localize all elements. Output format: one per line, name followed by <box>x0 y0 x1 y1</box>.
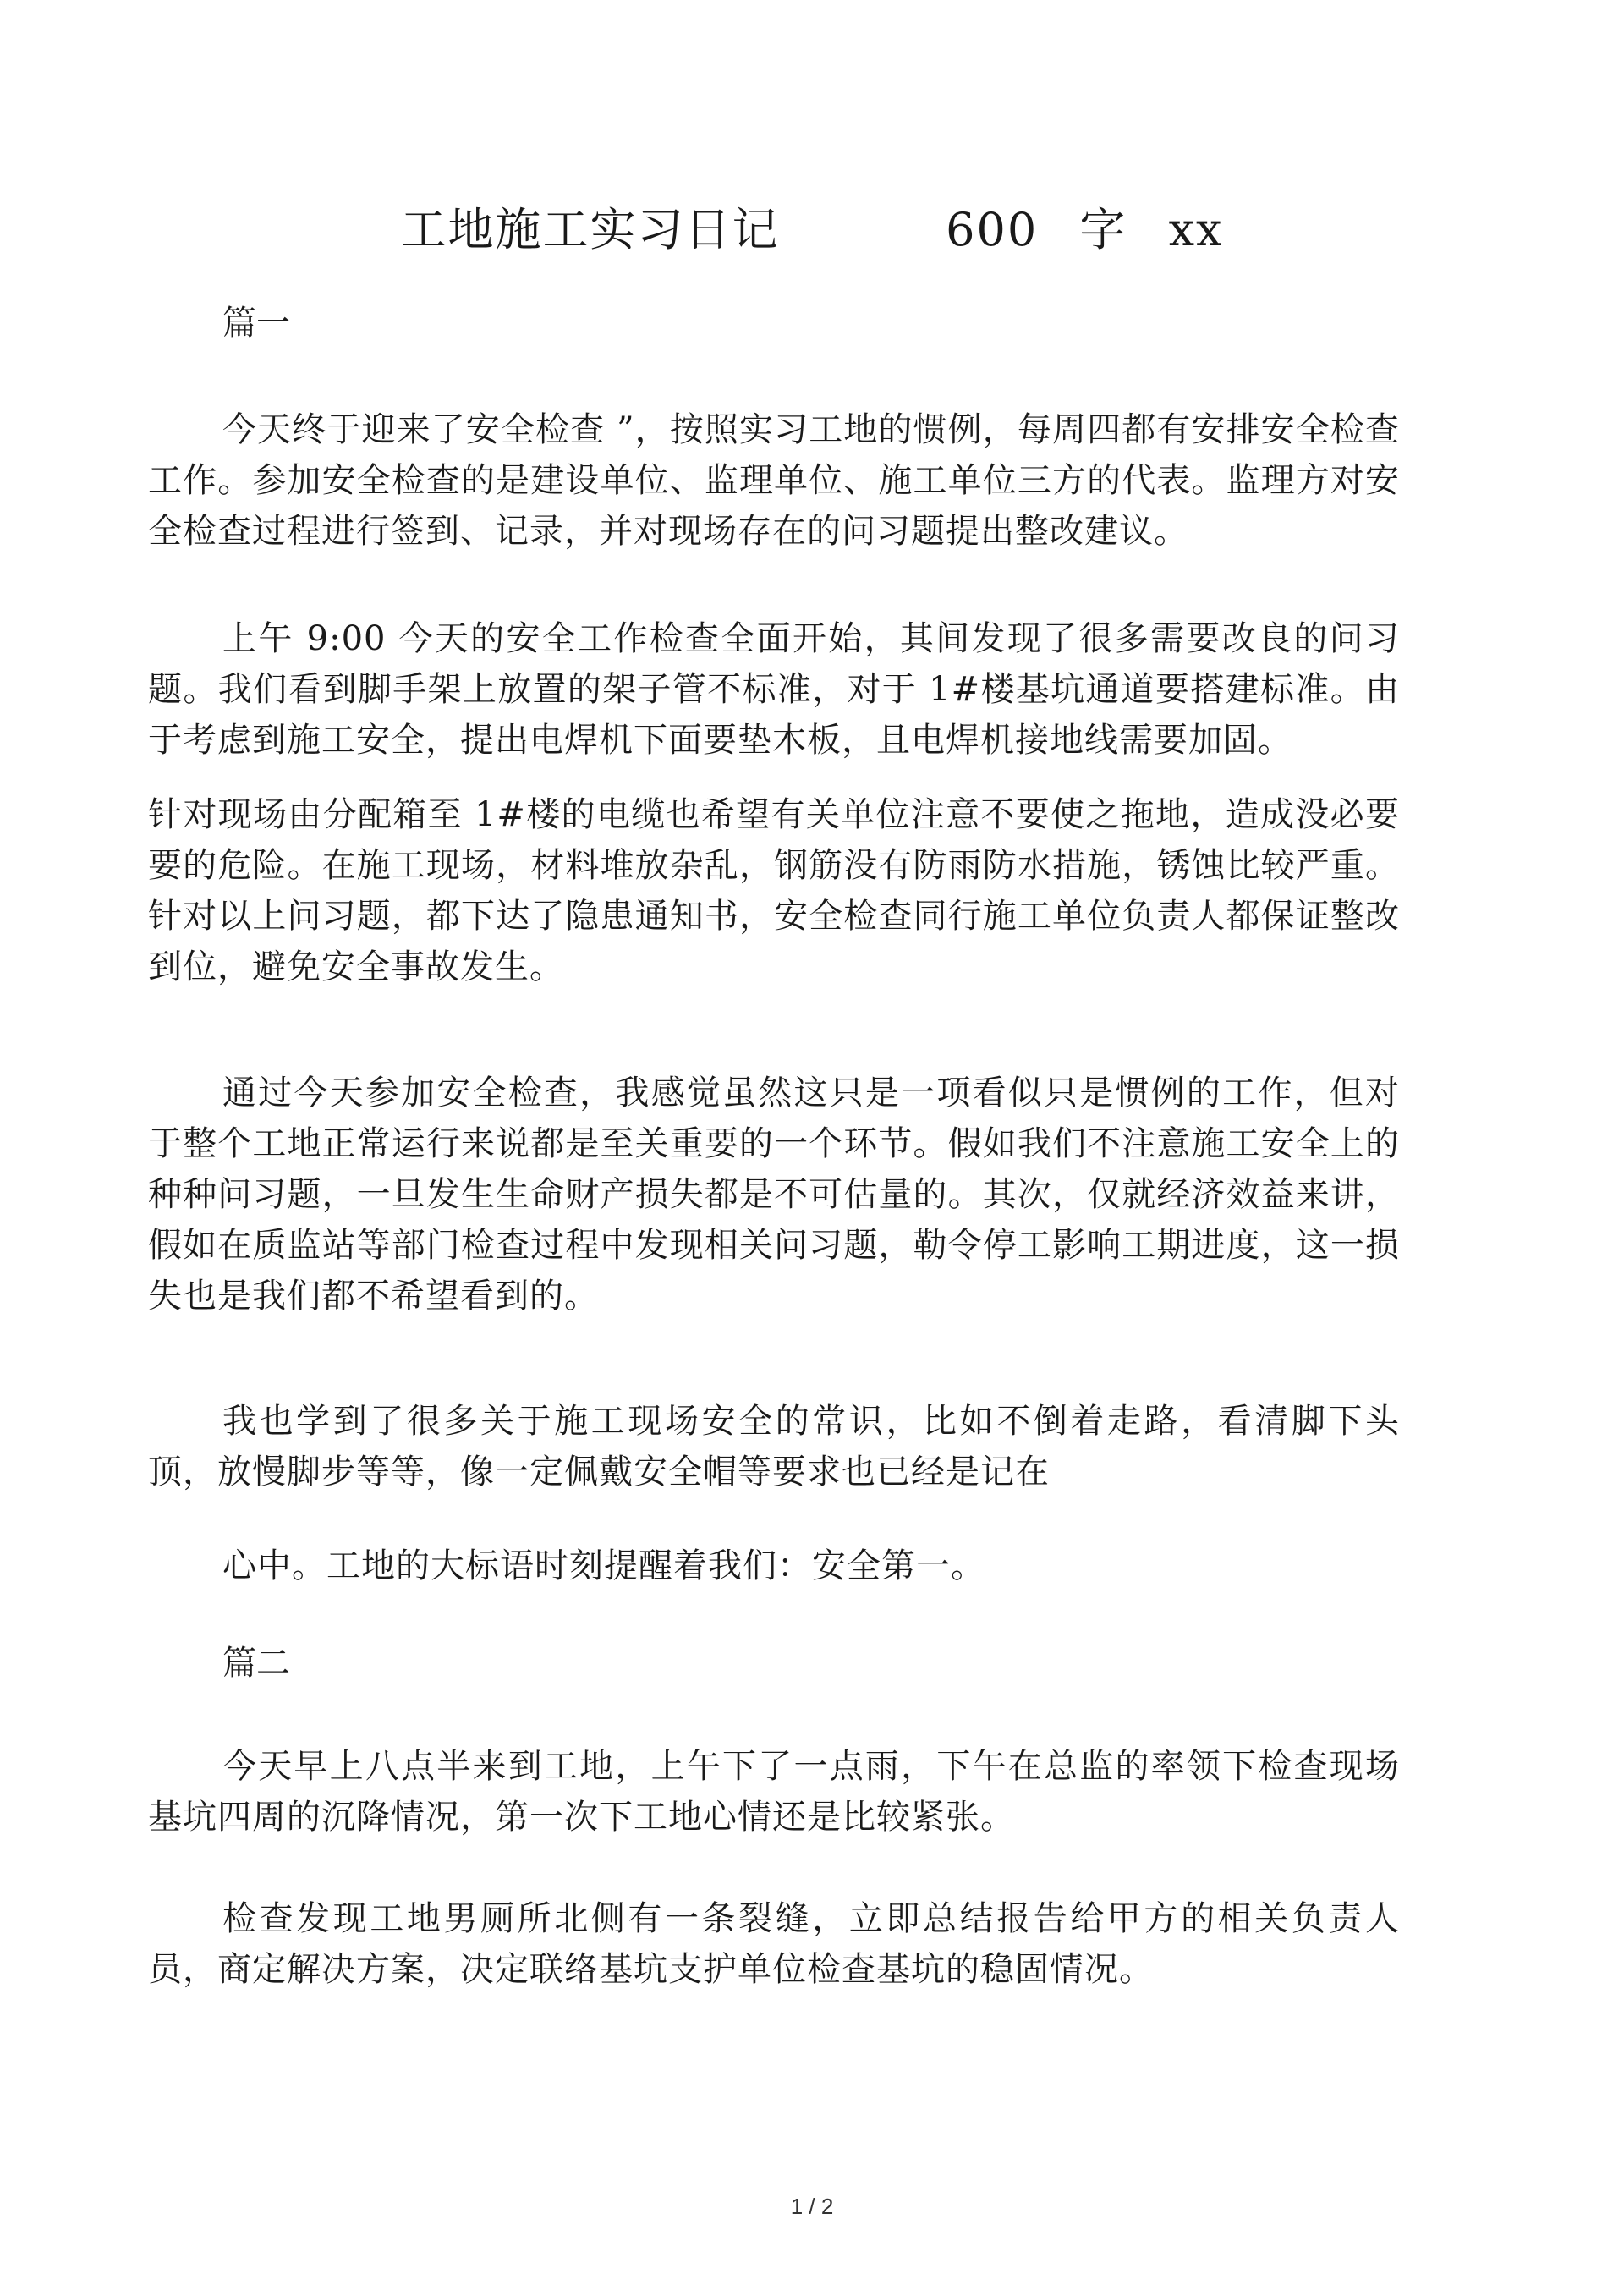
paragraph-1: 今天终于迎来了安全检查 ”，按照实习工地的惯例，每周四都有安排安全检查工作。参加安全检查的是建设单位、监理单位、施工单位三方的代表。监理方对安全检查过程进行签到、记录，并对现场存在的问习题提出整改建议。 <box>148 410 1400 551</box>
paragraph-5: 我也学到了很多关于施工现场安全的常识，比如不倒着走路，看清脚下头顶，放慢脚步等等，像一定佩戴安全帽等要求也已经是记在 <box>148 1402 1400 1491</box>
paragraph-8: 检查发现工地男厕所北侧有一条裂缝，立即总结报告给甲方的相关负责人员，商定解决方案，决定联络基坑支护单位检查基坑的稳固情况。 <box>148 1899 1400 1989</box>
section-heading-1: 篇一 <box>222 304 290 343</box>
paragraph-7: 今天早上八点半来到工地，上午下了一点雨，下午在总监的率领下检查现场基坑四周的沉降情况，第一次下工地心情还是比较紧张。 <box>148 1747 1400 1837</box>
paragraph-3: 针对现场由分配箱至 1#楼的电缆也希望有关单位注意不要使之拖地，造成没必要要的危险。在施工现场，材料堆放杂乱，钢筋没有防雨防水措施，锈蚀比较严重。针对以上问习题，都下达了隐患通知书，安全检查同行施工单位负责人都保证整改到位，避免安全事故发生。 <box>148 795 1400 986</box>
page-number: 1 / 2 <box>790 2194 834 2219</box>
paragraph-6: 心中。工地的大标语时刻提醒着我们：安全第一。 <box>222 1546 985 1585</box>
section-heading-2: 篇二 <box>222 1644 290 1683</box>
document-title: 工地施工实习日记 600 字 xx <box>400 203 1224 256</box>
paragraph-2: 上午 9:00 今天的安全工作检查全面开始，其间发现了很多需要改良的问习题。我们看到脚手架上放置的架子管不标准，对于 1#楼基坑通道要搭建标准。由于考虑到施工安全，提出电焊机下面要垫木板，且电焊机接地线需要加固。 <box>148 619 1400 760</box>
paragraph-4: 通过今天参加安全检查，我感觉虽然这只是一项看似只是惯例的工作，但对于整个工地正常运行来说都是至关重要的一个环节。假如我们不注意施工安全上的种种问习题，一旦发生生命财产损失都是不可估量的。其次，仅就经济效益来讲，假如在质监站等部门检查过程中发现相关问习题，勒令停工影响工期进度，这一损失也是我们都不希望看到的。 <box>148 1074 1400 1316</box>
